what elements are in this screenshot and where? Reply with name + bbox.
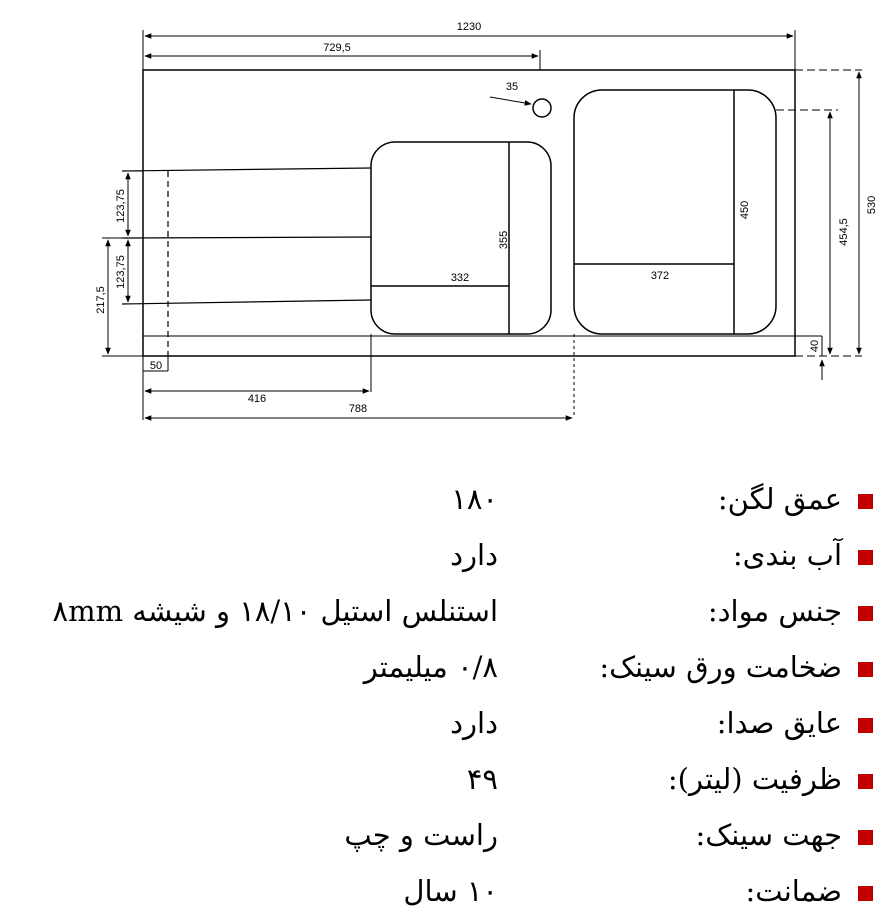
spec-label: ضمانت: [745,874,842,908]
dim-left-bowl-depth: 355 [498,230,510,250]
bullet-icon [858,886,873,901]
dim-groove-lower: 123,75 [115,255,127,289]
spec-value: استنلس استیل ۱۸/۱۰ و شیشه ۸mm [52,594,498,628]
spec-value: ۱۰ سال [403,874,498,908]
dim-overall-depth: 530 [866,195,878,215]
dim-right-bowl-offset: 454,5 [838,218,850,246]
bullet-icon [858,662,873,677]
dim-drainer-depth: 217,5 [95,286,107,314]
dim-overall-length: 1230 [456,21,482,33]
dim-right-bowl-width: 372 [650,270,670,282]
spec-row-warranty [0,866,892,922]
spec-label: ضخامت ورق سینک: [599,650,842,684]
left-bowl [371,142,551,334]
spec-value: ۰/۸ میلیمتر [363,650,498,684]
spec-value: ۱۸۰ [451,482,498,516]
bullet-icon [858,550,873,565]
spec-value: ۴۹ [466,762,498,796]
dim-groove-upper: 123,75 [115,189,127,223]
dim-tap-hole: 35 [505,81,519,93]
sink-technical-drawing [0,0,892,440]
spec-row-sealing [0,530,892,586]
spec-value: دارد [450,538,498,572]
bullet-icon [858,606,873,621]
dim-left-bowl-width: 332 [450,272,470,284]
tap-hole [533,99,551,117]
spec-row-material [0,586,892,642]
dim-right-bowl-edge: 729,5 [323,42,351,54]
spec-row-capacity [0,754,892,810]
spec-row-sheet-thickness [0,642,892,698]
bullet-icon [858,718,873,733]
spec-row-basin-depth [0,474,892,530]
sink-outline [143,70,795,356]
spec-label: جنس مواد: [707,594,842,628]
spec-label: ظرفیت (لیتر): [667,762,842,796]
spec-label: عمق لگن: [717,482,842,516]
spec-row-sink-direction [0,810,892,866]
spec-label: آب بندی: [732,538,842,572]
spec-row-sound-insulation [0,698,892,754]
spec-label: عایق صدا: [716,706,842,740]
spec-value: راست و چپ [344,818,498,852]
spec-label: جهت سینک: [695,818,842,852]
dim-end-margin: 50 [149,360,163,372]
drainer-grooves [122,168,371,356]
dim-right-bowl-start: 788 [348,403,368,415]
bullet-icon [858,494,873,509]
dim-front-edge: 40 [809,339,821,353]
dim-right-bowl-depth: 450 [739,200,751,220]
dim-left-bowl-edge: 416 [247,393,267,405]
bullet-icon [858,774,873,789]
spec-value: دارد [450,706,498,740]
bullet-icon [858,830,873,845]
